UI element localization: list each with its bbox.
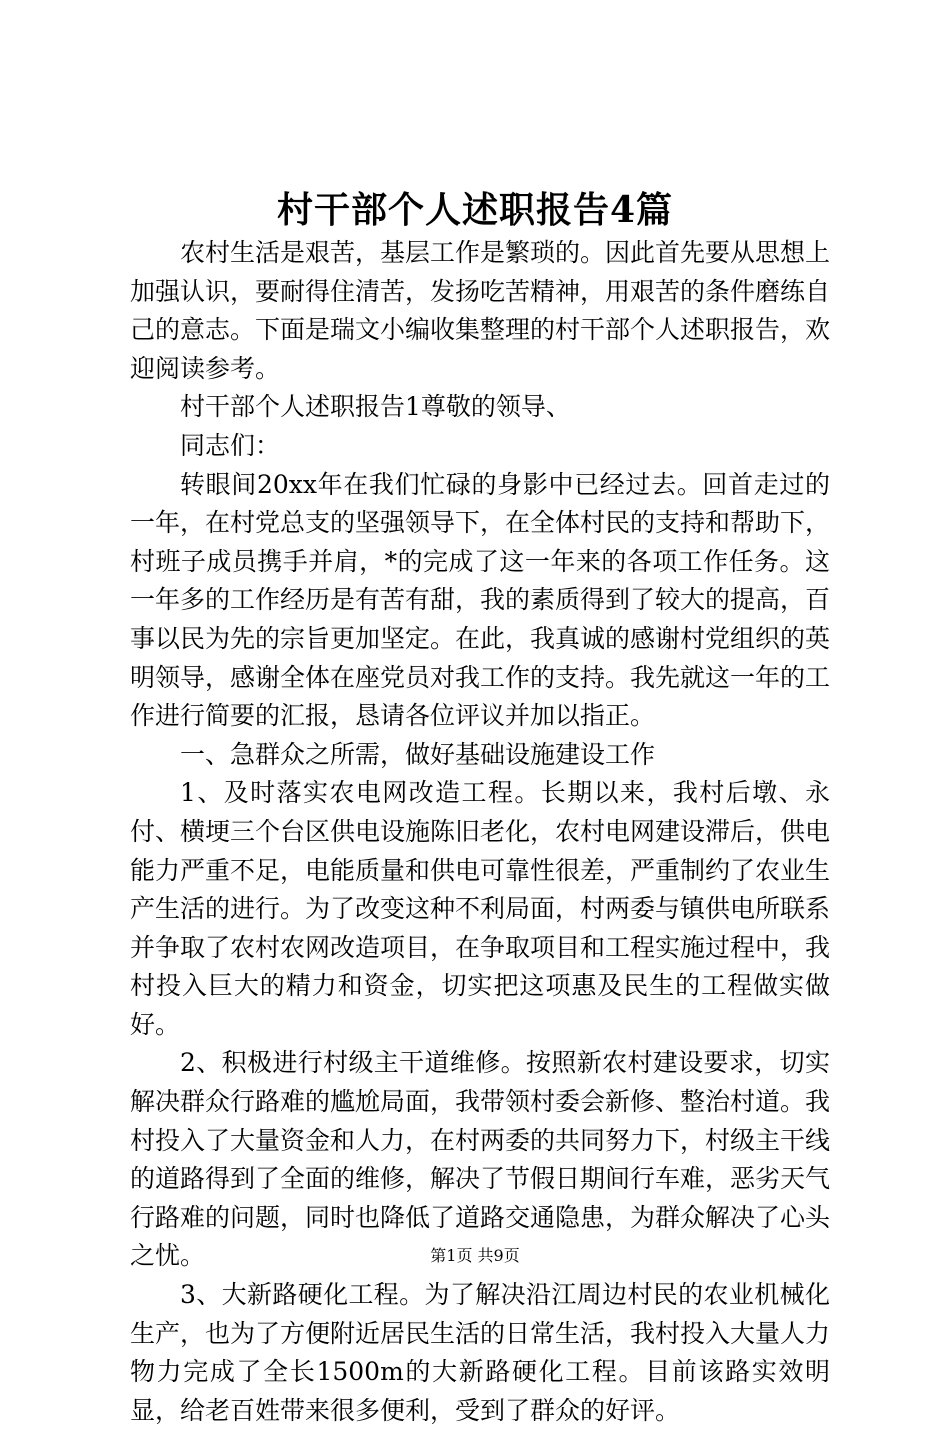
paragraph-item-2: 2、积极进行村级主干道维修。按照新农村建设要求，切实解决群众行路难的尴尬局面，我带领村委会新修、整治村道。我村投入了大量资金和人力，在村两委的共同努力下，村级主干线的道路得到了全面的维修，解决了节假日期间行车难，恶劣天气行路难的问题，同时也降低了道路交通隐患，为群众解决了心头之忧。	[130, 1048, 831, 1271]
paragraph-salutation: 同志们：	[180, 430, 281, 460]
page-number-footer: 第1页 共9页	[430, 1246, 520, 1265]
paragraph-item-3: 3、大新路硬化工程。为了解决沿江周边村民的农业机械化生产，也为了方便附近居民生活的日常生活，我村投入大量人力物力完成了全长1500m的大新路硬化工程。目前该路实效明显，给老百姓带来很多便利，受到了群众的好评。	[130, 1280, 831, 1425]
section-heading: 一、急群众之所需，做好基础设施建设工作	[180, 739, 656, 769]
paragraph-intro: 农村生活是艰苦，基层工作是繁琐的。因此首先要从思想上加强认识，要耐得住清苦，发扬吃苦精神，用艰苦的条件磨练自己的意志。下面是瑞文小编收集整理的村干部个人述职报告，欢迎阅读参考。	[130, 238, 831, 383]
paragraph-report-heading: 村干部个人述职报告1尊敬的领导、	[180, 392, 571, 422]
page-title: 村干部个人述职报告4篇	[276, 189, 674, 231]
paragraph-item-1: 1、及时落实农电网改造工程。长期以来，我村后墩、永付、横埂三个台区供电设施陈旧老化，农村电网建设滞后，供电能力严重不足，电能质量和供电可靠性很差，严重制约了农业生产生活的进行。为了改变这种不利局面，村两委与镇供电所联系并争取了农村农网改造项目，在争取项目和工程实施过程中，我村投入巨大的精力和资金，切实把这项惠及民生的工程做实做好。	[130, 778, 831, 1039]
paragraph-opening: 转眼间20xx年在我们忙碌的身影中已经过去。回首走过的一年，在村党总支的坚强领导下，在全体村民的支持和帮助下，村班子成员携手并肩，*的完成了这一年来的各项工作任务。这一年多的工作经历是有苦有甜，我的素质得到了较大的提高，百事以民为先的宗旨更加坚定。在此，我真诚的感谢村党组织的英明领导，感谢全体在座党员对我工作的支持。我先就这一年的工作进行简要的汇报，恳请各位评议并加以指正。	[130, 469, 831, 731]
